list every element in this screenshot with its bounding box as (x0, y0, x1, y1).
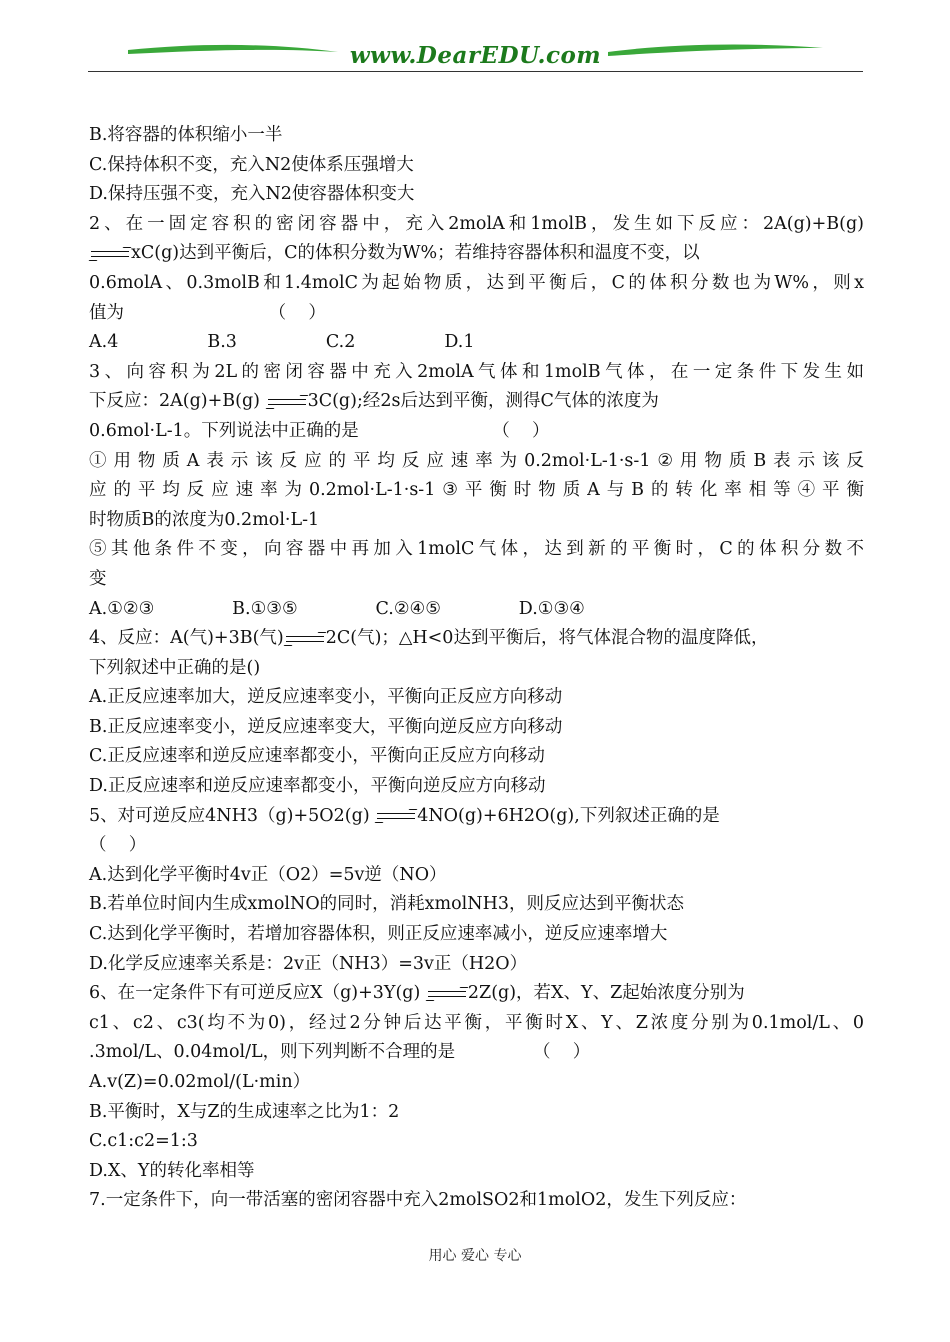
equilibrium-arrow-icon (377, 809, 415, 823)
text-segment: 3C(g);经2s后达到平衡，测得C气体的浓度为 (307, 391, 659, 412)
text-line: 时物质B的浓度为0.2mol·L-1 (89, 509, 320, 530)
text-segment: 4、反应：A(气)+3B(气) (89, 628, 284, 649)
text-line: 2、在一固定容积的密闭容器中，充入2molA和1molB，发生如下反应：2A(g)+B(g) (89, 213, 864, 234)
header-rule (88, 71, 863, 72)
text-line: C.达到化学平衡时，若增加容器体积，则正反应速率减小，逆反应速率增大 (89, 924, 668, 945)
text-line: 变 (89, 568, 107, 589)
text-line: c1、c2、c3(均不为0)，经过2分钟后达平衡，平衡时X、Y、Z浓度分别为0.1mol/L、0 (89, 1012, 864, 1033)
text-line: 0.6mol·L-1。下列说法中正确的是 （ ） (89, 420, 550, 441)
text-line: C.c1:c2=1:3 (89, 1131, 198, 1152)
equilibrium-arrow-icon (91, 247, 129, 261)
text-line: B.将容器的体积缩小一半 (89, 125, 283, 145)
text-segment: 4NO(g)+6H2O(g),下列叙述正确的是 (417, 805, 720, 826)
page-footer: 用心 爱心 专心 (428, 1248, 522, 1264)
text-segment: 下反应：2A(g)+B(g) (89, 391, 266, 412)
text-line: 3、向容积为2L的密闭容器中充入2molA气体和1molB气体，在一定条件下发生如 (89, 361, 864, 382)
text-line: D.X、Y的转化率相等 (89, 1160, 255, 1181)
text-line: A.4 B.3 C.2 D.1 (89, 332, 475, 353)
text-line: B.正反应速率变小，逆反应速率变大，平衡向逆反应方向移动 (89, 716, 563, 737)
equilibrium-arrow-icon (268, 395, 306, 409)
text-line: C.正反应速率和逆反应速率都变小，平衡向正反应方向移动 (89, 746, 545, 767)
text-line: 下列叙述中正确的是() (89, 657, 261, 678)
text-line: D.保持压强不变，充入N2使容器体积变大 (89, 184, 415, 205)
text-line (89, 624, 864, 654)
text-line (89, 239, 864, 269)
text-segment: 5、对可逆反应4NH3（g)+5O2(g) (89, 805, 376, 826)
text-line (89, 979, 864, 1009)
text-line: D.正反应速率和逆反应速率都变小，平衡向逆反应方向移动 (89, 776, 546, 797)
text-line (89, 802, 864, 832)
site-header (88, 38, 863, 70)
text-line: （ ） (89, 835, 147, 856)
text-segment: 6、在一定条件下有可逆反应X（g)+3Y(g) (89, 983, 426, 1004)
equilibrium-arrow-icon (428, 987, 466, 1001)
text-line: C.保持体积不变，充入N2使体系压强增大 (89, 154, 414, 175)
document-body (89, 121, 864, 1216)
text-line: 应的平均反应速率为0.2mol·L-1·s-1③平衡时物质A与B的转化率相等④平衡 (89, 480, 864, 501)
text-segment: 2C(气)；△H<0达到平衡后，将气体混合物的温度降低， (325, 628, 769, 649)
text-line: B.平衡时，X与Z的生成速率之比为1：2 (89, 1101, 400, 1122)
text-line: B.若单位时间内生成xmolNO的同时，消耗xmolNH3，则反应达到平衡状态 (89, 894, 684, 915)
text-line: A.达到化学平衡时4v正（O2）=5v逆（NO） (89, 864, 447, 885)
equilibrium-arrow-icon (286, 632, 324, 646)
text-line: ⑤其他条件不变，向容器中再加入1molC气体，达到新的平衡时，C的体积分数不 (89, 539, 864, 560)
site-url: www.DearEDU.com (349, 42, 602, 69)
text-line: 值为 （ ） (89, 302, 326, 323)
text-line: D.化学反应速率关系是：2v正（NH3）=3v正（H2O） (89, 953, 528, 974)
text-line: 7.一定条件下，向一带活塞的密闭容器中充入2molSO2和1molO2，发生下列反应： (89, 1190, 747, 1211)
text-line: ①用物质A表示该反应的平均反应速率为0.2mol·L-1·s-1②用物质B表示该反 (89, 450, 864, 471)
text-segment: xC(g)达到平衡后，C的体积分数为W%；若维持容器体积和温度不变，以 (131, 243, 700, 264)
text-line (89, 387, 864, 417)
text-line: A.①②③ B.①③⑤ C.②④⑤ D.①③④ (89, 598, 585, 619)
text-line: .3mol/L、0.04mol/L，则下列判断不合理的是 （ ） (89, 1042, 591, 1063)
text-line: A.正反应速率加大，逆反应速率变小，平衡向正反应方向移动 (89, 687, 563, 708)
text-line: A.v(Z)=0.02mol/(L·min） (89, 1072, 311, 1092)
text-segment: 2Z(g)，若X、Y、Z起始浓度分别为 (467, 983, 745, 1004)
text-line: 0.6molA、0.3molB和1.4molC为起始物质，达到平衡后，C的体积分数也为W%，则x (89, 272, 864, 293)
